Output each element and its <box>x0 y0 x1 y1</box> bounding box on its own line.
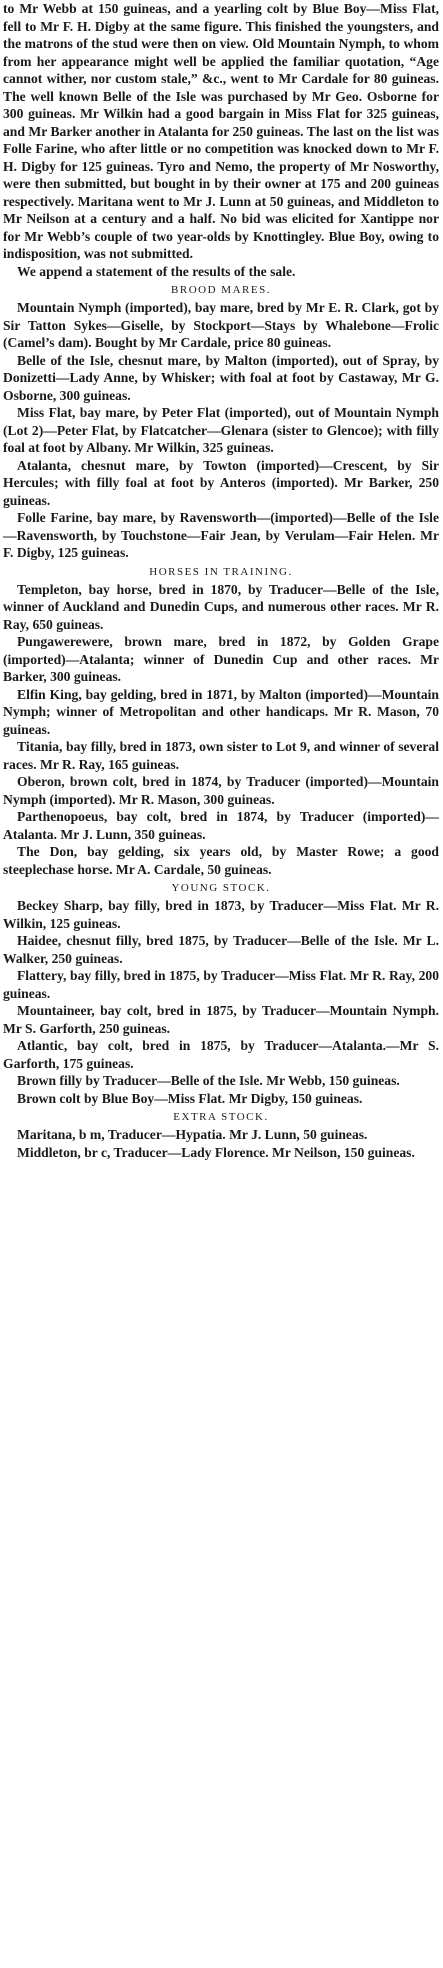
entry-paragraph: Mountaineer, bay colt, bred in 1875, by Traducer—Mountain Nymph. Mr S. Garforth, 250 guineas. <box>3 1003 439 1036</box>
section-extra-stock <box>3 1109 439 1161</box>
entry-paragraph: Pungawerewere, brown mare, bred in 1872, by Golden Grape (imported)—Atalanta; winner of Dunedin Cup and other races. Mr Barker, 300 guineas. <box>3 634 439 684</box>
section-heading: BROOD MARES. <box>171 284 271 296</box>
append-paragraph: We append a statement of the results of the sale. <box>17 263 296 279</box>
entry-paragraph: Parthenopoeus, bay colt, bred in 1874, by Traducer (imported)—Atalanta. Mr J. Lunn, 350 guineas. <box>3 809 439 842</box>
entry-paragraph: Templeton, bay horse, bred in 1870, by Traducer—Belle of the Isle, winner of Auckland and Dunedin Cups, and numerous other races. Mr R. Ray, 650 guineas. <box>3 581 439 632</box>
section-brood-mares <box>3 282 439 562</box>
entry-paragraph: Brown filly by Traducer—Belle of the Isle. Mr Webb, 150 guineas. <box>17 1073 400 1088</box>
section-young-stock <box>3 880 439 1107</box>
entry-paragraph: Middleton, br c, Traducer—Lady Florence. Mr Neilson, 150 guineas. <box>17 1144 415 1160</box>
entry-paragraph: Titania, bay filly, bred in 1873, own sister to Lot 9, and winner of several races. Mr R. Ray, 165 guineas. <box>3 739 439 772</box>
entry-paragraph: Belle of the Isle, chesnut mare, by Malton (imported), out of Spray, by Donizetti—Lady Anne, by Whisker; with foal at foot by Castaway, Mr G. Osborne, 300 guineas. <box>3 352 439 403</box>
entry-paragraph: Elfin King, bay gelding, bred in 1871, by Malton (imported)—Mountain Nymph; winner of Metropolitan and other handicaps. Mr R. Mason, 70 guineas. <box>3 686 439 737</box>
entry-paragraph: Haidee, chesnut filly, bred 1875, by Traducer—Belle of the Isle. Mr L. Walker, 250 guineas. <box>3 933 439 966</box>
entry-paragraph: Folle Farine, bay mare, by Ravensworth—(imported)—Belle of the Isle—Ravensworth, by Touchstone—Fair Jean, by Verulam—Fair Helen. Mr F. Digby, 125 guineas. <box>3 510 439 560</box>
intro-paragraph: to Mr Webb at 150 guineas, and a yearling colt by Blue Boy—Miss Flat, fell to Mr F. H. Digby at the same figure. This finished the youngsters, and the matrons of the stud were then on view. Old Mountain Nymph, to whom from her appearance might well be applied the familiar quotation, “Age cannot wither, nor custom stale,” &c., went to Mr Cardale for 80 guineas. The well known Belle of the Isle was purchased by Mr Geo. Osborne for 300 guineas. Mr Wilkin had a good bargain in Miss Flat for 325 guineas, and Mr Barker another in Atalanta for 250 guineas. The last on the list was Folle Farine, who after little or no competition was knocked down to Mr F. H. Digby for 125 guineas. Tyro and Nemo, the property of Mr Nosworthy, were then submitted, but bought in by their owner at 175 and 200 guineas respectively. Maritana went to Mr J. Lunn at 50 guineas, and Middleton to Mr Neilson at a century and a half. No bid was elicited for Xantippe nor for Mr Webb’s couple of two year-olds by Knottingley. Blue Boy, owing to indisposition, was not submitted. <box>3 1 439 261</box>
entry-paragraph: Atlantic, bay colt, bred in 1875, by Traducer—Atalanta.—Mr S. Garforth, 175 guineas. <box>3 1038 439 1071</box>
section-heading: EXTRA STOCK. <box>173 1111 269 1123</box>
entry-paragraph: Oberon, brown colt, bred in 1874, by Traducer (imported)—Mountain Nymph (imported). Mr R. Mason, 300 guineas. <box>3 774 439 807</box>
section-heading: HORSES IN TRAINING. <box>149 565 293 578</box>
entry-paragraph: Brown colt by Blue Boy—Miss Flat. Mr Digby, 150 guineas. <box>17 1090 363 1106</box>
entry-paragraph: Atalanta, chesnut mare, by Towton (imported)—Crescent, by Sir Hercules; with filly foal at foot by Anteros (imported). Mr Barker, 250 guineas. <box>3 457 439 508</box>
entry-paragraph: The Don, bay gelding, six years old, by Master Rowe; a good steeplechase horse. Mr A. Cardale, 50 guineas. <box>3 844 439 877</box>
entry-paragraph: Miss Flat, bay mare, by Peter Flat (imported), out of Mountain Nymph (Lot 2)—Peter Flat, by Flatcatcher—Glenara (sister to Glencoe); with filly foal at foot by Albany. Mr Wilkin, 325 guineas. <box>3 405 439 455</box>
entry-paragraph: Flattery, bay filly, bred in 1875, by Traducer—Miss Flat. Mr R. Ray, 200 guineas. <box>3 968 439 1001</box>
section-horses-in-training <box>3 564 439 879</box>
entry-paragraph: Maritana, b m, Traducer—Hypatia. Mr J. Lunn, 50 guineas. <box>17 1127 368 1142</box>
entry-paragraph: Beckey Sharp, bay filly, bred in 1873, by Traducer—Miss Flat. Mr R. Wilkin, 125 guineas. <box>3 898 439 931</box>
entry-paragraph: Mountain Nymph (imported), bay mare, bred by Mr E. R. Clark, got by Sir Tatton Sykes—Giselle, by Stockport—Stays by Whalebone—Frolic (Camel’s dam). Bought by Mr Cardale, price 80 guineas. <box>3 300 439 350</box>
section-heading: YOUNG STOCK. <box>171 882 271 894</box>
